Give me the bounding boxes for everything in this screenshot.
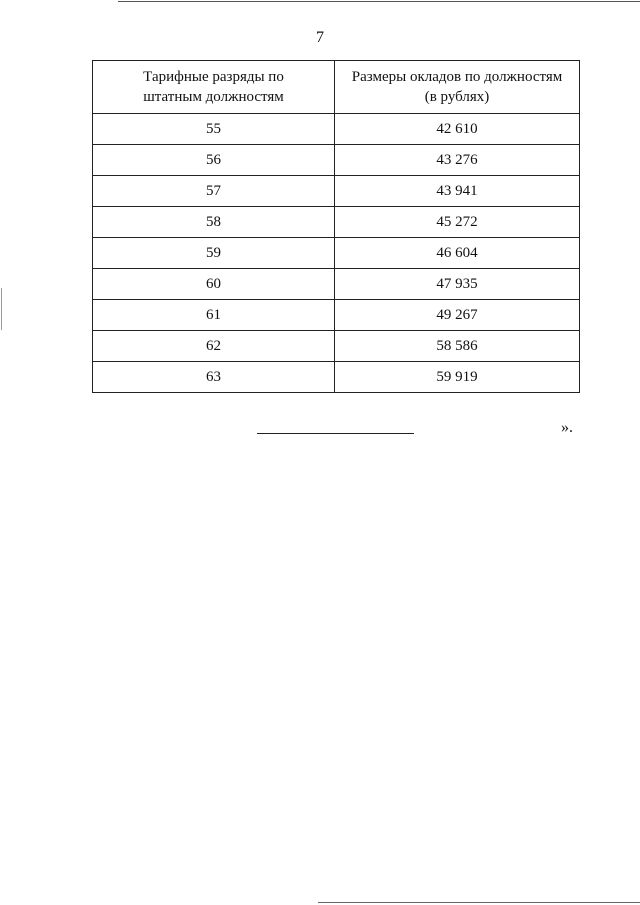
table-row xyxy=(93,238,580,269)
salary-cell: 43 276 xyxy=(335,145,580,176)
grade-cell: 58 xyxy=(93,207,335,238)
header-grade-text: Тарифные разряды по штатным должностям xyxy=(143,69,284,105)
header-salary-text: Размеры окладов по должностям (в рублях) xyxy=(351,69,563,105)
separator-line xyxy=(257,433,414,434)
grade-cell: 57 xyxy=(93,176,335,207)
grade-cell: 63 xyxy=(93,362,335,393)
scan-border-bottom xyxy=(318,902,640,903)
table-row xyxy=(93,362,580,393)
closing-quote: ». xyxy=(561,419,573,436)
salary-cell: 47 935 xyxy=(335,269,580,300)
table-row xyxy=(93,269,580,300)
salary-cell: 58 586 xyxy=(335,331,580,362)
salary-table xyxy=(92,60,580,393)
salary-cell: 49 267 xyxy=(335,300,580,331)
table-row xyxy=(93,114,580,145)
table-row xyxy=(93,331,580,362)
grade-cell: 60 xyxy=(93,269,335,300)
grade-cell: 61 xyxy=(93,300,335,331)
salary-cell: 45 272 xyxy=(335,207,580,238)
header-salary xyxy=(335,61,580,114)
page-number: 7 xyxy=(316,29,324,46)
scan-mark-left xyxy=(1,288,2,330)
table-row xyxy=(93,207,580,238)
table-row xyxy=(93,300,580,331)
grade-cell: 59 xyxy=(93,238,335,269)
table-row xyxy=(93,145,580,176)
salary-cell: 42 610 xyxy=(335,114,580,145)
scan-border-top xyxy=(118,1,640,2)
header-grade xyxy=(93,61,335,114)
grade-cell: 56 xyxy=(93,145,335,176)
grade-cell: 55 xyxy=(93,114,335,145)
table-row xyxy=(93,176,580,207)
salary-cell: 59 919 xyxy=(335,362,580,393)
grade-cell: 62 xyxy=(93,331,335,362)
salary-cell: 43 941 xyxy=(335,176,580,207)
salary-cell: 46 604 xyxy=(335,238,580,269)
table-header-row xyxy=(93,61,580,114)
